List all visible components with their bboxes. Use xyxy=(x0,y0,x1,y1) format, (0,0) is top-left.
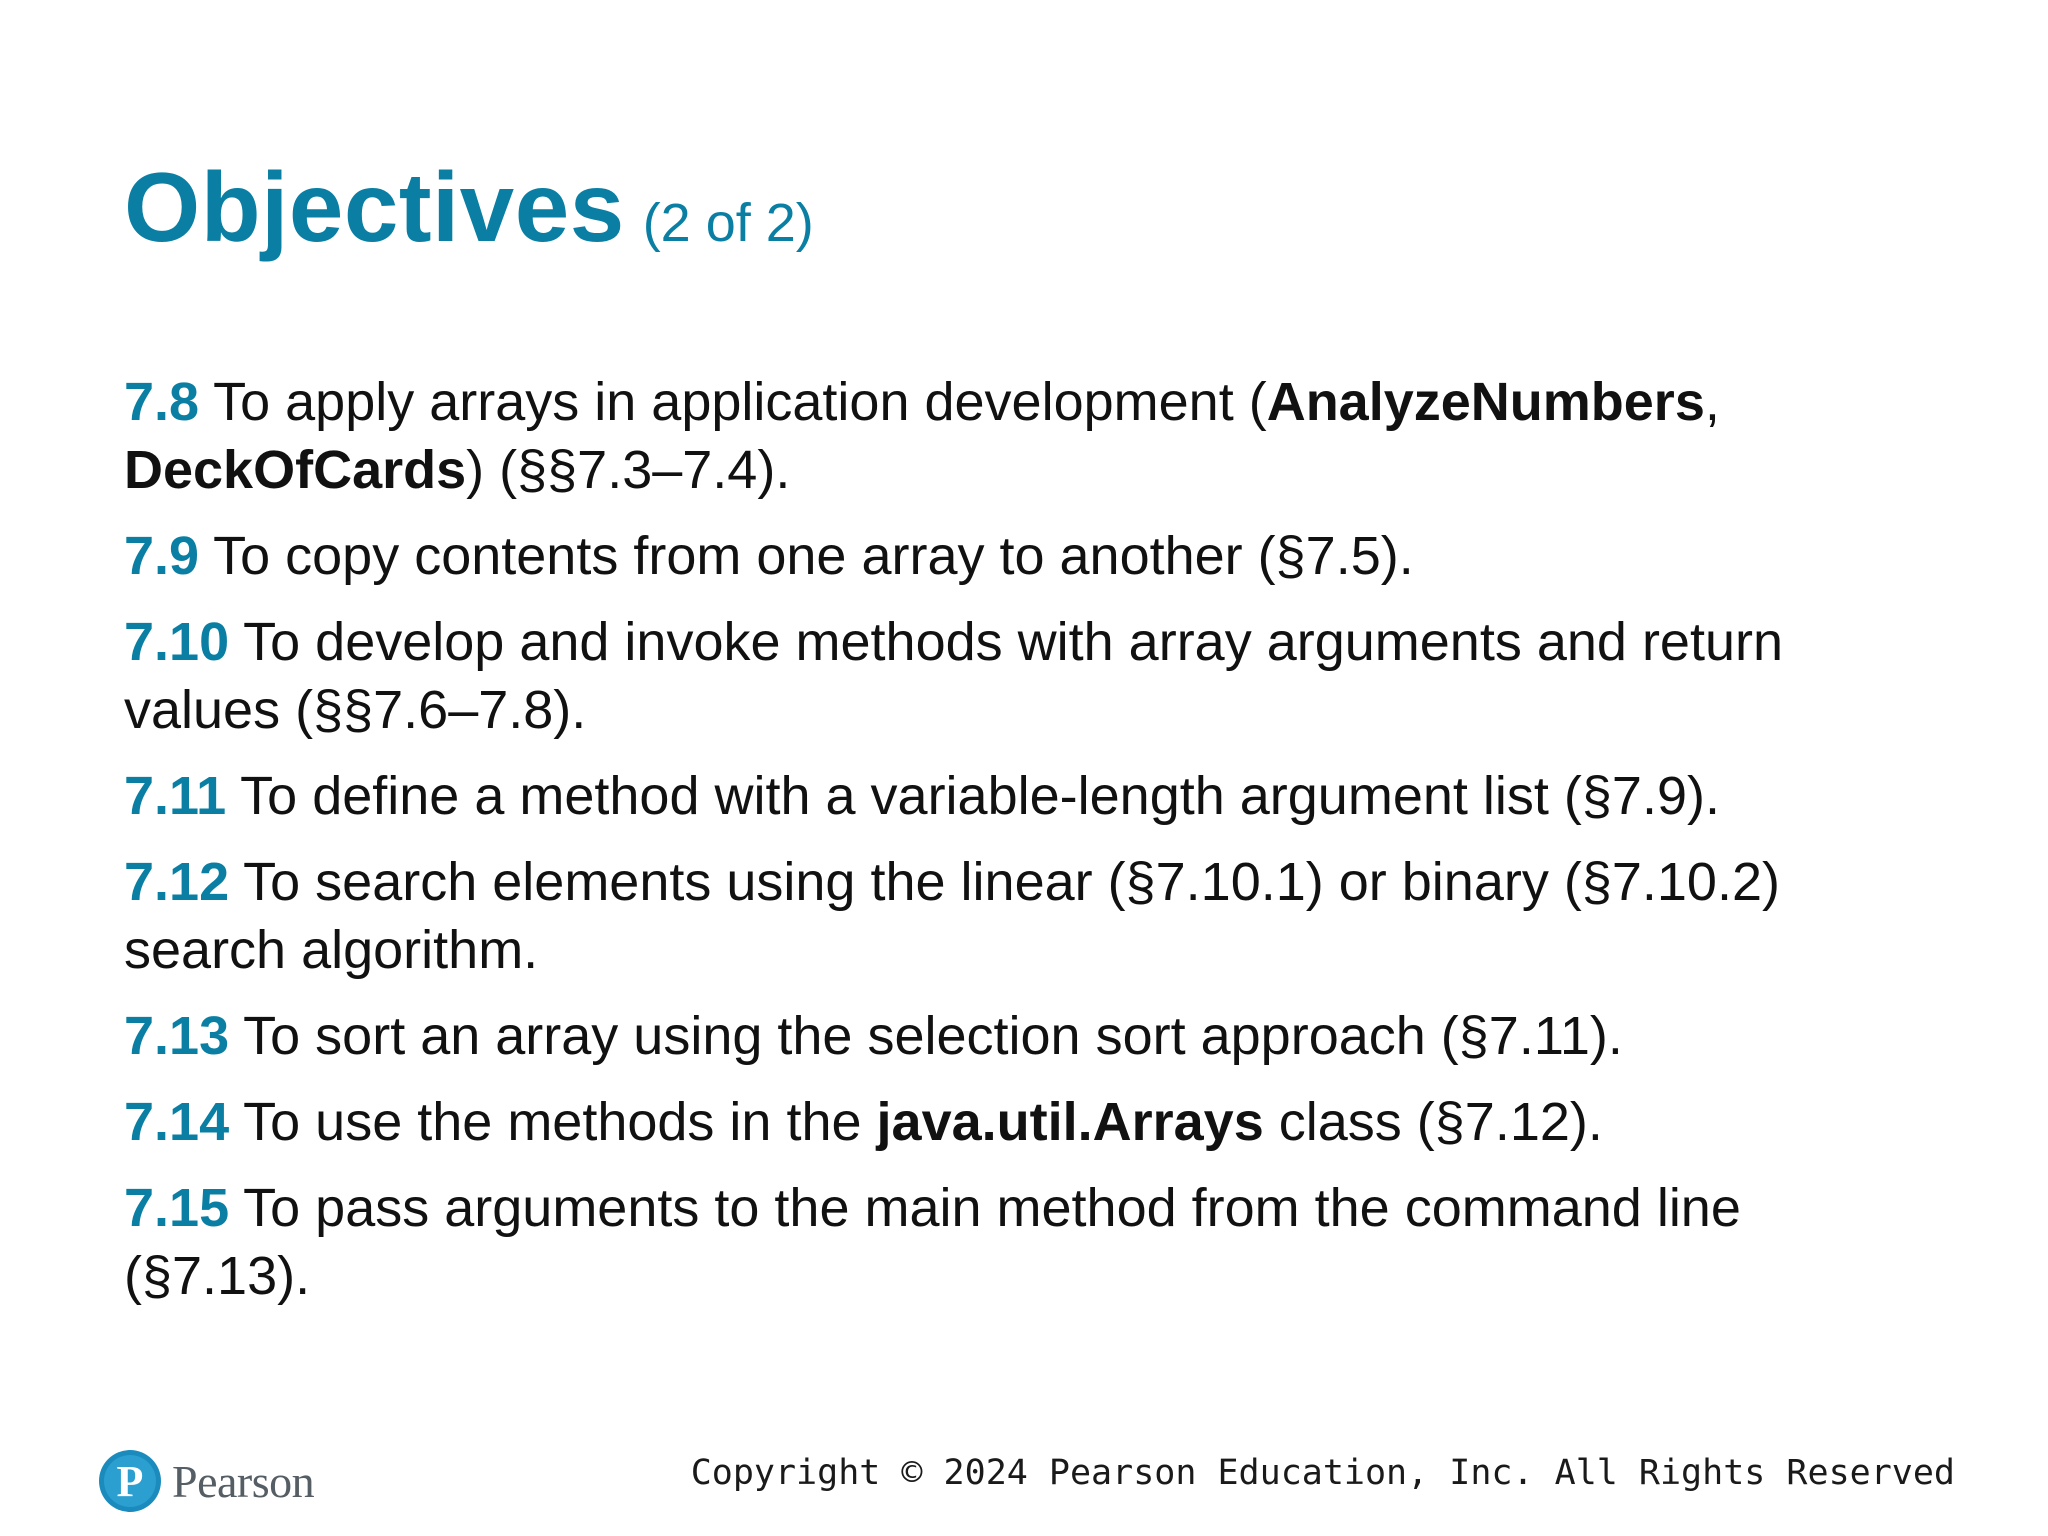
title-subtitle: (2 of 2) xyxy=(642,193,814,253)
objective-item xyxy=(124,762,1924,830)
objective-item xyxy=(124,1088,1924,1156)
title-main: Objectives xyxy=(124,152,625,262)
objective-text: To use the methods in the xyxy=(243,1092,877,1152)
objective-number: 7.8 xyxy=(124,372,200,432)
objective-text: To copy contents from one array to another (§7.5). xyxy=(213,526,1414,586)
objective-bold-term: AnalyzeNumbers xyxy=(1266,372,1705,432)
objective-number: 7.14 xyxy=(124,1092,230,1152)
objective-text: ) (§§7.3–7.4). xyxy=(466,440,791,500)
pearson-logo xyxy=(98,1445,314,1517)
objective-bold-term: java.util.Arrays xyxy=(876,1092,1264,1152)
objective-text: To search elements using the linear (§7.10.1) or binary (§7.10.2) search algorithm. xyxy=(124,852,1780,980)
objective-text: To pass arguments to the main method from the command line (§7.13). xyxy=(124,1178,1741,1306)
objective-item xyxy=(124,608,1924,744)
objective-item xyxy=(124,1174,1924,1310)
copyright-notice: Copyright © 2024 Pearson Education, Inc. All Rights Reserved xyxy=(690,1453,1955,1493)
objective-text: To apply arrays in application development ( xyxy=(213,372,1267,432)
objective-bold-term: DeckOfCards xyxy=(124,440,467,500)
objective-text: , xyxy=(1704,372,1720,432)
objective-text: To develop and invoke methods with array arguments and return values (§§7.6–7.8). xyxy=(124,612,1784,740)
objective-number: 7.13 xyxy=(124,1006,230,1066)
page-title xyxy=(124,152,814,262)
logo-wordmark: Pearson xyxy=(172,1455,315,1507)
objective-item xyxy=(124,848,1924,984)
objectives-list xyxy=(124,368,1924,1328)
objective-number: 7.12 xyxy=(124,852,230,912)
objective-text: class (§7.12). xyxy=(1263,1092,1603,1152)
objective-text: To define a method with a variable-length argument list (§7.9). xyxy=(240,766,1720,826)
pearson-logo-icon xyxy=(98,1449,162,1513)
objective-text: To sort an array using the selection sort approach (§7.11). xyxy=(243,1006,1623,1066)
objective-number: 7.11 xyxy=(124,766,227,826)
objective-number: 7.10 xyxy=(124,612,230,672)
objective-number: 7.15 xyxy=(124,1178,230,1238)
objective-item xyxy=(124,368,1924,504)
svg-text:P: P xyxy=(116,1457,144,1506)
objective-item xyxy=(124,522,1924,590)
objective-item xyxy=(124,1002,1924,1070)
objective-number: 7.9 xyxy=(124,526,200,586)
